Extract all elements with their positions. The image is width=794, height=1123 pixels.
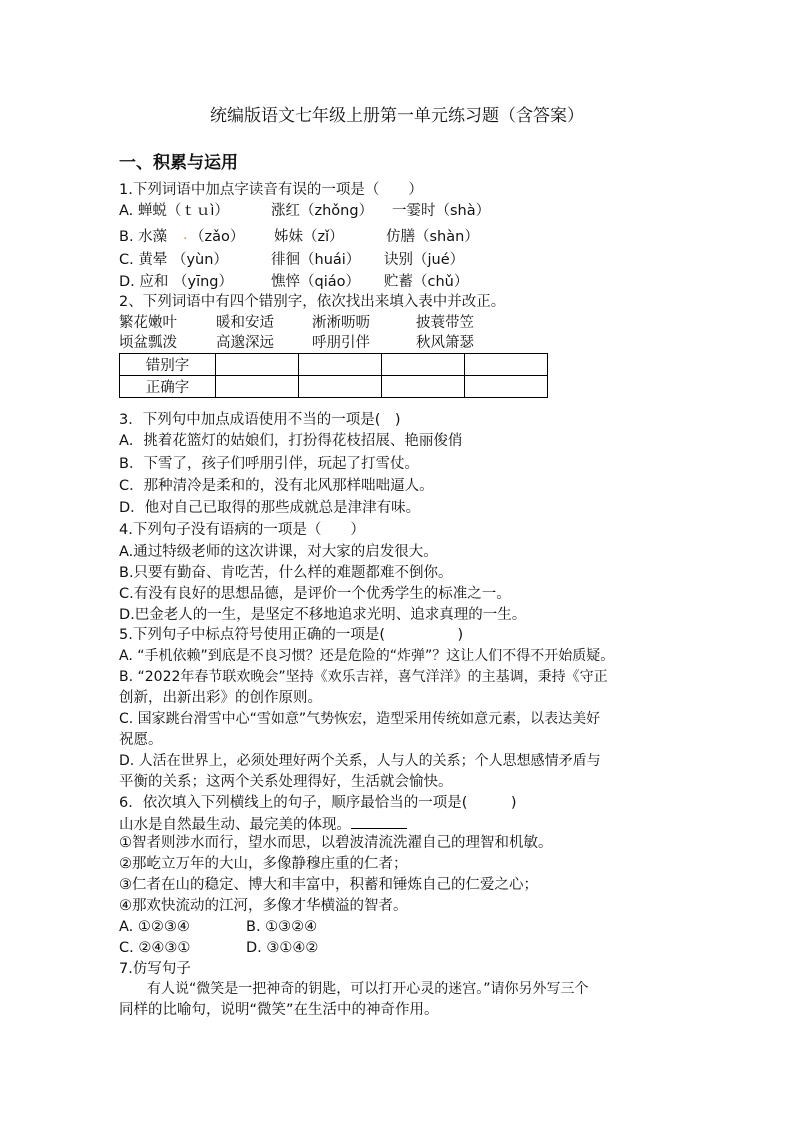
table-cell[interactable] [299,354,382,376]
q1-b-3: 姊妹（zǐ） [274,229,344,245]
q6-option-d: D. ③①④② [246,940,319,956]
table-cell[interactable] [216,376,299,398]
q2-word: 呼朋引伴 [312,335,370,351]
q6-option-b: B. ①③②④ [246,919,318,935]
q5-line: 平衡的关系；这两个关系处理得好，生活就会愉快。 [119,774,453,790]
q2-stem: 2、下列词语中有四个错别字，依次找出来填入表中并改正。 [119,294,506,310]
section-heading: 一、积累与运用 [119,153,238,173]
document-title: 统编版语文七年级上册第一单元练习题（含答案） [210,106,584,126]
q7-stem: 7.仿写句子 [119,961,191,977]
table-header-cell: 正确字 [120,376,216,398]
table-cell[interactable] [465,376,548,398]
q4-stem: 4.下列句子没有语病的一项是（ ） [119,522,365,538]
q1-b-1: B. 水藻 [119,229,168,245]
table-cell[interactable] [382,354,465,376]
q6-item: ②那屹立万年的大山，多像静穆庄重的仁者； [119,856,408,872]
q1-d-2: 憔悴（qiáo） [271,274,360,290]
q1-stem: 1.下列词语中加点字读音有误的一项是（ ） [119,182,423,198]
q1-d-1: D. 应和 （yīng） [119,274,233,290]
q5-stem: 5.下列句子中标点符号使用正确的一项是( ) [119,627,464,643]
q3-option-c: C．那种清冷是柔和的，没有北风那样咄咄逼人。 [119,478,434,494]
q2-word: 高邈深远 [216,335,274,351]
q3-option-b: B．下雪了，孩子们呼朋引伴，玩起了打雪仗。 [119,456,419,472]
q2-word: 顷盆瓢泼 [119,335,177,351]
q7-line: 同样的比喻句，说明“微笑”在生活中的神奇作用。 [119,1002,439,1018]
q6-lead [119,814,407,834]
q4-option-d: D.巴金老人的一生，是坚定不移地追求光明、追求真理的一生。 [119,607,527,623]
q2-word: 披蓑带笠 [416,315,474,331]
table-cell[interactable] [216,354,299,376]
q6-item: ④那欢快流动的江河，多像才华横溢的智者。 [119,898,408,914]
q1-c-3: 诀别（jué） [384,252,465,268]
q1-a-3: 一霎时（shà） [392,203,491,219]
q1-c-1: C. 黄晕 （yùn） [119,252,228,268]
table-row [120,354,548,376]
table-row [120,376,548,398]
q6-lead-text: 山水是自然最生动、最完美的体现。 [119,817,351,833]
q4-option-a: A.通过特级老师的这次讲课，对大家的启发很大。 [119,544,438,560]
emphasis-dot: . [183,227,188,243]
q4-option-c: C.有没有良好的思想品德，是评价一个优秀学生的标准之一。 [119,586,511,602]
fill-blank[interactable] [351,814,407,829]
table-cell[interactable] [382,376,465,398]
table-header-cell: 错别字 [120,354,216,376]
q1-b-2: （zǎo） [190,229,245,245]
q1-d-3: 贮蓄（chǔ） [384,274,469,290]
table-cell[interactable] [465,354,548,376]
table-cell[interactable] [299,376,382,398]
q3-stem: 3．下列句中加点成语使用不当的一项是( ) [119,412,401,428]
q1-b-4: 仿膳（shàn） [386,229,479,245]
q2-word: 暖和安适 [216,315,274,331]
q1-c-2: 徘徊（huái） [271,252,361,268]
q6-item: ③仁者在山的稳定、博大和丰富中，积蓄和锤炼自己的仁爱之心； [119,877,538,893]
answer-table [119,353,548,398]
q2-word: 秋风箫瑟 [416,335,474,351]
q6-option-a: A. ①②③④ [119,919,190,935]
q3-option-a: A．挑着花篮灯的姑娘们，打扮得花枝招展、艳丽俊俏 [119,433,463,449]
q5-line: 祝愿。 [119,732,163,748]
q7-line: 有人说“微笑是一把神奇的钥匙，可以打开心灵的迷宫。”请你另外写三个 [119,981,589,997]
q6-option-c: C. ②④③① [119,940,191,956]
q6-stem: 6．依次填入下列横线上的句子，顺序最恰当的一项是( ) [119,795,517,811]
q4-option-b: B.只要有勤奋、肯吃苦，什么样的难题都难不倒你。 [119,565,453,581]
q1-a-2: 涨红（zhǒng） [271,203,374,219]
q5-line: D. 人活在世界上，必须处理好两个关系，人与人的关系；个人思想感情矛盾与 [119,753,601,769]
q2-word: 繁花嫩叶 [119,315,177,331]
q3-option-d: D．他对自己已取得的那些成就总是津津有味。 [119,500,421,516]
q2-word: 淅淅呖呖 [312,315,370,331]
q6-item: ①智者则涉水而行，望水而思，以碧波清流洗濯自己的理智和机敏。 [119,835,553,851]
q5-line: 创新，出新出彩》的创作原则。 [119,690,322,706]
q5-line: C. 国家跳台滑雪中心“雪如意”气势恢宏，造型采用传统如意元素，以表达美好 [119,711,601,727]
q5-line: A. “手机依赖”到底是不良习惯？还是危险的“炸弹”？这让人们不得不开始质疑。 [119,648,615,664]
q1-a-1: A. 蝉蜕（ｔｕì） [119,203,229,219]
q5-line: B. “2022年春节联欢晚会”坚持《欢乐吉祥，喜气洋洋》的主基调，秉持《守正 [119,669,608,685]
